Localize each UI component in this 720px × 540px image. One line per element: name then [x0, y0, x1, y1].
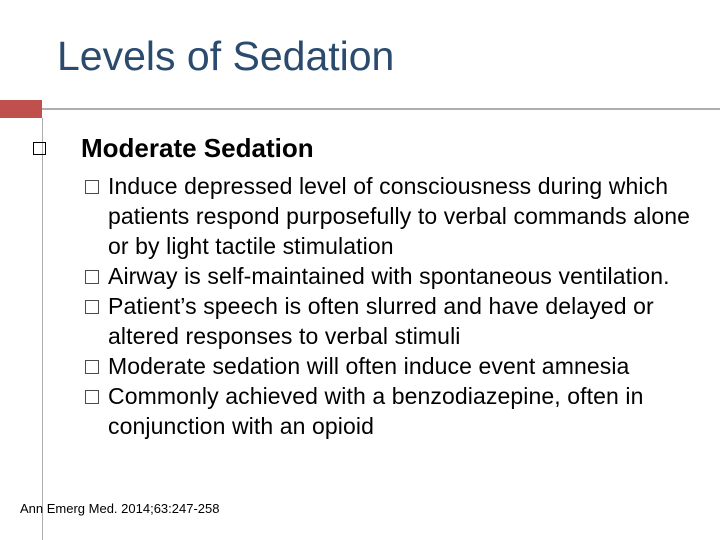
square-bullet-icon [85, 270, 99, 284]
title-divider [42, 108, 720, 110]
square-bullet-icon [85, 360, 99, 374]
bullet-item [76, 291, 716, 351]
square-bullet-icon [85, 390, 99, 404]
left-margin-line [42, 118, 43, 540]
bullet-item [76, 351, 716, 381]
bullet-text: Patient’s speech is often slurred and have delayed or altered responses to verbal stimuli [108, 293, 654, 349]
bullet-text: Airway is self-maintained with spontaneous ventilation. [108, 263, 670, 289]
square-bullet-icon [85, 180, 99, 194]
square-bullet-icon [33, 142, 46, 155]
bullet-text: Commonly achieved with a benzodiazepine, often in conjunction with an opioid [108, 383, 644, 439]
slide-title: Levels of Sedation [57, 33, 395, 79]
bullet-item [76, 171, 716, 261]
square-bullet-icon [85, 300, 99, 314]
section-heading: Moderate Sedation [81, 133, 314, 163]
title-accent-bar [0, 100, 42, 118]
bullet-list [76, 171, 716, 441]
bullet-item [76, 261, 716, 291]
bullet-text: Moderate sedation will often induce event amnesia [108, 353, 630, 379]
bullet-item [76, 381, 716, 441]
citation: Ann Emerg Med. 2014;63:247-258 [20, 501, 220, 516]
bullet-text: Induce depressed level of consciousness during which patients respond purposefully to verbal commands alone or by light tactile stimulation [108, 173, 691, 259]
